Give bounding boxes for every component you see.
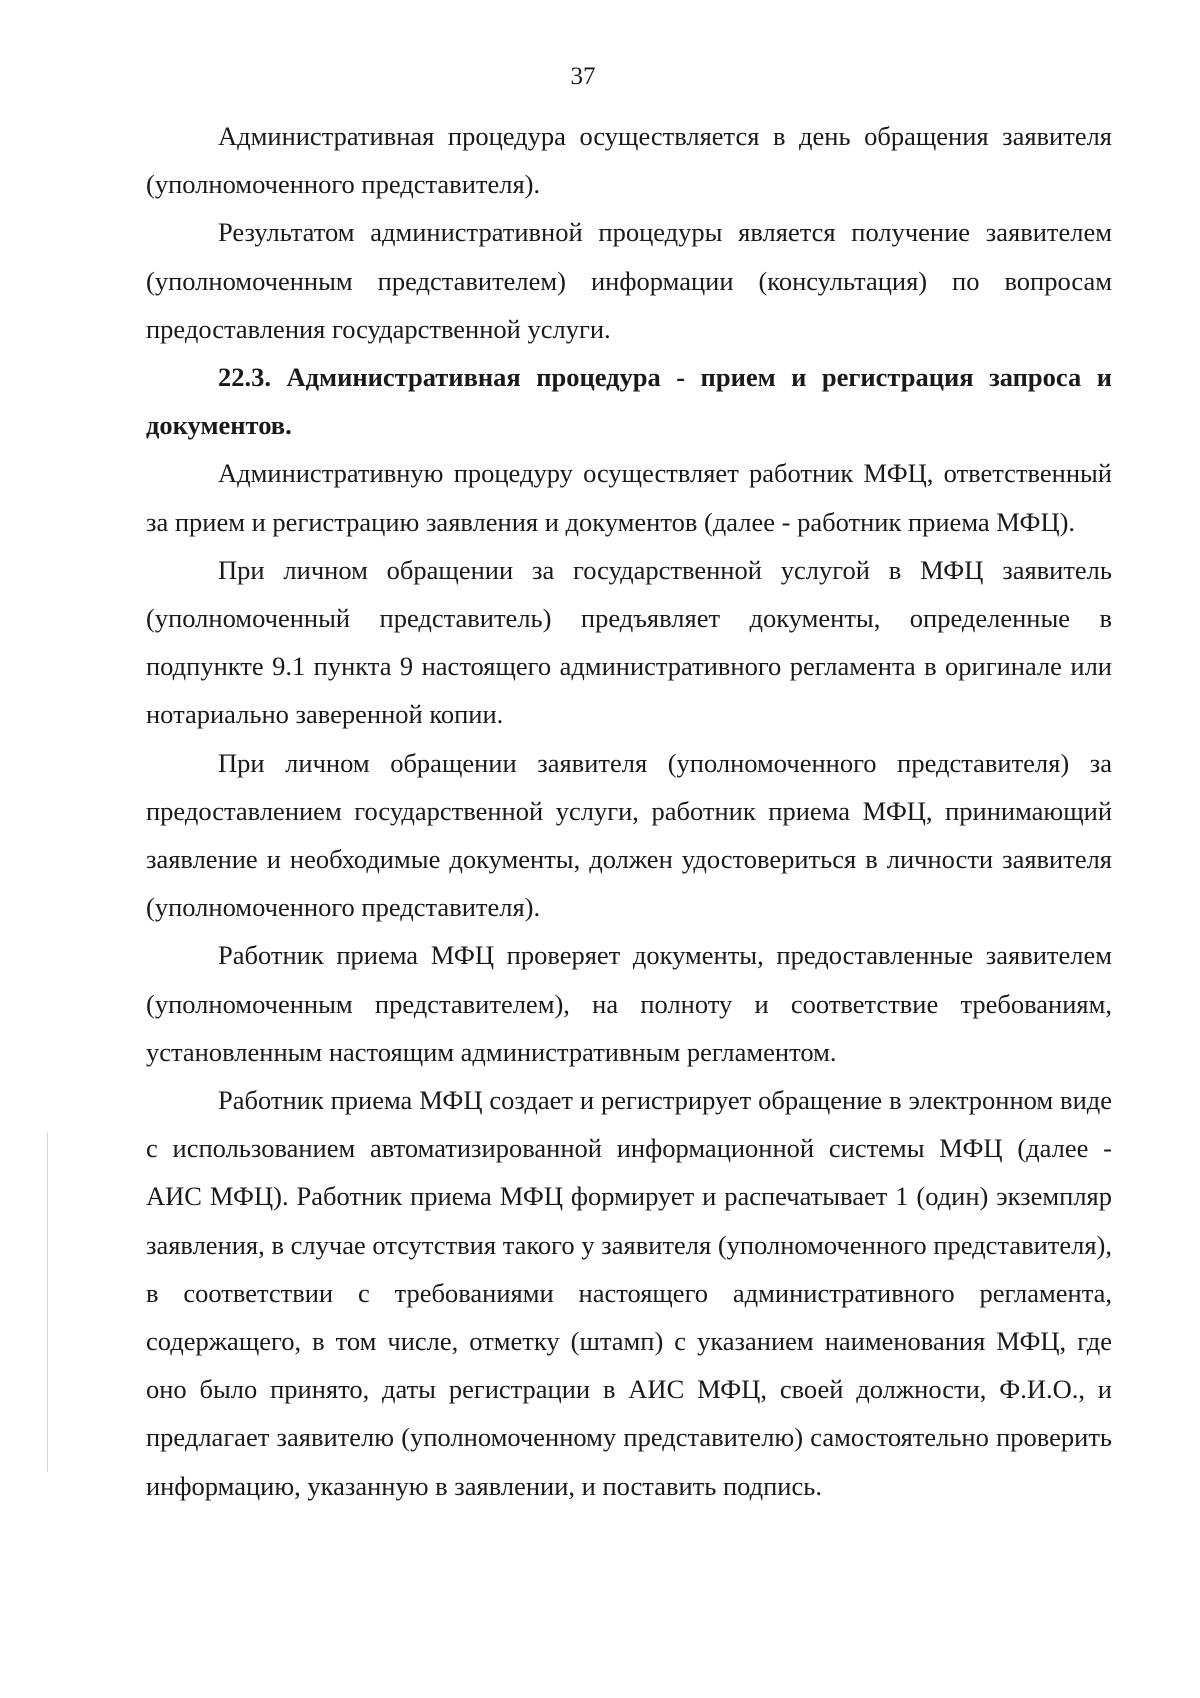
paragraph-procedure-day: Административная процедура осуществляется в день обращения заявителя (уполномоченного представителя). (146, 121, 1112, 200)
paragraph-personal-appeal-documents: При личном обращении за государственной услугой в МФЦ заявитель (уполномоченный представитель) предъявляет документы, определенные в подпункте 9.1 пункта 9 настоящего административного регламента в оригинале или нотариально заверенной копии. (146, 554, 1112, 730)
paragraph-document-check: Работник приема МФЦ проверяет документы, предоставленные заявителем (уполномоченным представителем), на полноту и соответствие требованиям, установленным настоящим административным регламентом. (146, 940, 1112, 1067)
paragraph-registration-ais: Работник приема МФЦ создает и регистрирует обращение в электронном виде с использованием автоматизированной информационной системы МФЦ (далее - АИС МФЦ). Работник приема МФЦ формирует и распечатывает 1 (один) экземпляр заявления, в случае отсутствия такого у заявителя (уполномоченного представителя), в соответствии с требованиями настоящего административного регламента, содержащего, в том числе, отметку (штамп) с указанием наименования МФЦ, где оно было принято, даты регистрации в АИС МФЦ, своей должности, Ф.И.О., и предлагает заявителю (уполномоченному представителю) самостоятельно проверить информацию, указанную в заявлении, и поставить подпись. (146, 1085, 1112, 1501)
paragraph-procedure-result: Результатом административной процедуры является получение заявителем (уполномоченным представителем) информации (консультация) по вопросам предоставления государственной услуги. (146, 217, 1112, 344)
paragraph-responsible-worker: Административную процедуру осуществляет работник МФЦ, ответственный за прием и регистрацию заявления и документов (далее - работник приема МФЦ). (146, 458, 1112, 537)
paragraph-identity-check: При личном обращении заявителя (уполномоченного представителя) за предоставлением государственной услуги, работник приема МФЦ, принимающий заявление и необходимые документы, должен удостовериться в личности заявителя (уполномоченного представителя). (146, 747, 1112, 923)
document-body (146, 112, 1112, 1510)
page-number: 37 (570, 63, 596, 90)
section-heading-22-3: 22.3. Административная процедура - прием и регистрация запроса и документов. (146, 362, 1112, 441)
scan-edge-mark (47, 1132, 48, 1472)
